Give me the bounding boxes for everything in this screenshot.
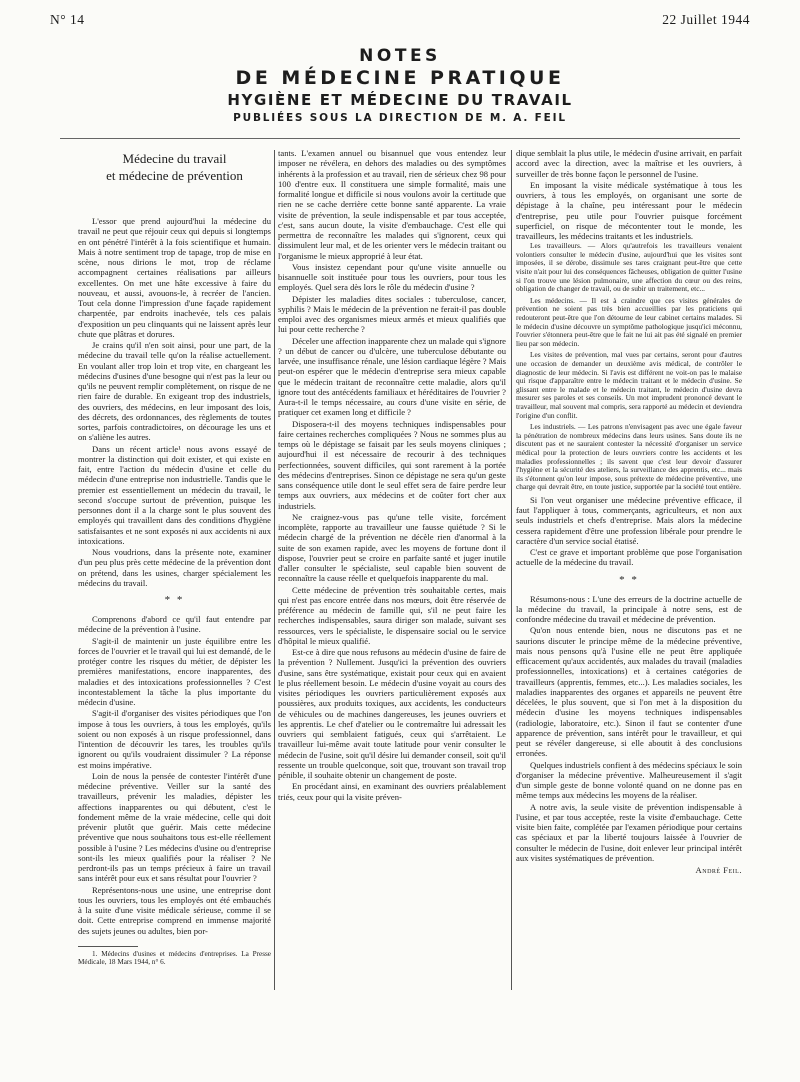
paragraph: Comprenons d'abord ce qu'il faut entendre par médecine de la prévention à l'usine. <box>78 614 271 635</box>
masthead-line-3: HYGIÈNE ET MÉDECINE DU TRAVAIL <box>227 91 573 109</box>
paragraph: Quelques industriels confient à des médecins spéciaux le soin d'organiser la médecine préventive. Malheureusement il s'agit d'un simple geste de bonne volonté quand on ne donne pas en même temps aux médecins les moyens de la réaliser. <box>516 759 742 801</box>
column-2 <box>278 148 506 1038</box>
paragraph: En procédant ainsi, en examinant des ouvriers préalablement triés, ceux pour qui la visite préven- <box>278 781 506 802</box>
paragraph: Disposera-t-il des moyens techniques indispensables pour faire certaines recherches compliquées ? Nous ne sommes plus au temps où le dépistage se faisait par les seuls moyens cliniques ; aujourd'hui il est nécessaire de recourir à des techniques perfectionnées, souvent difficiles, qui sont rarement à la portée des médecins d'entreprises. Sinon ce dépistage ne sera qu'un geste sans conséquence utile dont le seul effet sera de faire perdre leur temps aux ouvriers, aux médecins et de coûter fort cher aux industriels. <box>278 418 506 511</box>
article-title <box>78 150 271 184</box>
paragraph: L'essor que prend aujourd'hui la médecine du travail ne peut que réjouir ceux qui depuis si longtemps en ont pénétré l'intérêt à la fois scientifique et humain. Mais à notre sentiment trop de tapage, trop de mise en scène, nous dirions le mot, trop de réclame accompagnent certaines réalisations par ailleurs excellentes. On met une hâte excessive à faire du nouveau, et aussi, avouons-le, à recréer de l'ancien. Tout cela donne l'impression d'une façade rapidement charpentée, par endroits inachevée, tels ces palais d'exposition un peu clinquants qui ne laissent après leur chute que plâtras et dorures. <box>78 216 271 339</box>
small-paragraph: Les médecins. — Il est à craindre que ces visites générales de prévention ne soient pas très bien accueillies par les praticiens qui redouteront peut-être que l'on détourne de leur cabinet certains malades. Si le médecin d'usine découvre un symptôme pathologique jusqu'ici méconnu, l'ouvrier s'étonnera peut-être que le fait ne lui ait pas été signalé en premier lieu par son médecin. <box>516 295 742 348</box>
paragraph: tants. L'examen annuel ou bisannuel que vous entendez leur imposer ne révélera, en dehors des maladies ou des symptômes inhérents à la profession et au travail, rien de sérieux chez 98 pour 100 d'entre eux. Il constituera une simple formalité, mais une formalité longue et difficile si nous voulons avoir la certitude que rien ne se cache derrière cette bonne santé apparente. La vraie visite de prévention, la seule indispensable et par tous acceptée, c'est, sans aucun doute, la visite d'embauchage. C'est elle qui permettra de reconnaître les malades qui s'ignorent, ceux qui dissimulent leur mal, et de les orienter vers le médecin traitant ou l'organisme le mieux approprié à leur état. <box>278 148 506 261</box>
masthead-line-4: PUBLIÉES SOUS LA DIRECTION DE M. A. FEIL <box>233 112 567 124</box>
paragraph: En imposant la visite médicale systématique à tous les ouvriers, à tous les employés, on organisant une sorte de dépistage à la chaîne, peu intéressant pour le médecin d'entreprise, peu utile pour l'ouvrier puisque forcément superficiel, on risque de mécontenter tout le monde, les travailleurs, les médecins traitants et les industriels. <box>516 179 742 241</box>
paragraph: dique semblait la plus utile, le médecin d'usine arrivait, en parfait accord avec la direction, avec la maîtrise et les ouvriers, à surveiller de très bonne façon le personnel de l'usine. <box>516 148 742 179</box>
paragraph: Cette médecine de prévention très souhaitable certes, mais qui n'est pas encore entrée dans nos mœurs, doit être réservée de préférence au médecin de famille qui, s'il ne peut faire les recherches indispensables, saura diriger son malade, suivant ses ressources, vers le spécialiste, le dispensaire social ou le service d'hôpital le mieux qualifié. <box>278 584 506 646</box>
page-header <box>50 12 750 32</box>
paragraph: Représentons-nous une usine, une entreprise dont tous les ouvriers, tous les employés ont été embauchés à la suite d'une visite médicale sérieuse, comme il se doit. Cette entreprise comprend en immense majorité des sujets jeunes ou adultes, bien por- <box>78 884 271 936</box>
paragraph: Ne craignez-vous pas qu'une telle visite, forcément incomplète, rapporte au travailleur une fausse quiétude ? Si le médecin chargé de la prévention ne décèle rien d'anormal à la suite de son examen rapide, avec les moyens de fortune dont il dispose, l'ouvrier peut se croire en parfaite santé et juger inutile d'aller consulter le spécialiste, seul capable bien souvent de reconnaître la cause réelle et quelquefois inapparente du mal. <box>278 511 506 584</box>
column-divider <box>511 150 512 990</box>
article-title-line-2: et médecine de prévention <box>106 168 243 183</box>
paragraph: Résumons-nous : L'une des erreurs de la doctrine actuelle de la médecine du travail, la principale à notre sens, est de confondre médecine du travail et médecine de prévention. <box>516 593 742 625</box>
paragraph: Qu'on nous entende bien, nous ne discutons pas et ne saurions discuter le principe même de la médecine préventive, mais nous pensons qu'à l'usine elle ne peut être appliquée efficacement qu'aux accidentés, aux malades du travail (maladies professionnelles, intoxications) et à certaines catégories de travailleurs (apprentis, femmes, etc...). Les maladies sociales, les maladies inapparentes des organes et appareils ne peuvent être décelées, le plus souvent, que si l'on met à la disposition du médecin d'usine les moyens techniques indispensables (radiologie, laboratoire, etc.). Sinon il faut se contenter d'une apparence de prévention, sans intérêt pour le travailleur, et qui peut se révéler dangereuse, si elle aboutit à des conclusions erronées. <box>516 625 742 759</box>
issue-number: N° 14 <box>50 12 85 27</box>
paragraph: Si l'on veut organiser une médecine préventive efficace, il faut l'appliquer à tous, commerçants, agriculteurs, et non aux seuls industriels et chefs d'entreprise. Mais alors la médecine cessera rapidement d'être une profession libérale pour prendre le caractère d'un service social étatisé. <box>516 494 742 546</box>
column-divider <box>274 150 275 990</box>
paragraph: Dépister les maladies dites sociales : tuberculose, cancer, syphilis ? Mais le médecin de la prévention ne ferait-il pas double emploi avec des organismes mieux armés et mieux qualifiés que lui pour cette recherche ? <box>278 293 506 335</box>
paragraph: Nous voudrions, dans la présente note, examiner d'un peu plus près cette médecine de la prévention dont on prétend, dans les usines, charger spécialement les médecins du travail. <box>78 547 271 588</box>
issue-date: 22 Juillet 1944 <box>662 12 750 27</box>
paragraph: Déceler une affection inapparente chez un malade qui s'ignore ? un début de cancer ou d'ulcère, une tuberculose débutante ou larvée, une insuffisance rénale, une lésion cardiaque légère ? Mais peut-on espérer que le médecin d'entreprise sera mieux capable que le médecin traitant de reconnaître cette maladie, alors qu'il ignore tout des antécédents familiaux et héréditaires de l'ouvrier ? Aura-t-il le temps nécessaire, au cours d'une visite en série, de pratiquer cet examen long et difficile ? <box>278 335 506 418</box>
paragraph: Dans un récent article¹ nous avons essayé de montrer la distinction qui doit exister, et qui existe en fait, entre l'action du médecin d'usine et celle du médecin d'une entreprise non industrielle. Tandis que le premier est essentiellement un médecin du travail, le second s'occupe surtout de prévention, puisque les personnes dont il a la charge sont le plus souvent des employés qui travaillent dans des conditions d'hygiène satisfaisantes et ne sont exposés ni aux accidents ni aux intoxications. <box>78 443 271 546</box>
masthead-line-1: NOTES <box>359 46 441 66</box>
column-1 <box>78 148 271 1028</box>
masthead-line-2: DE MÉDECINE PRATIQUE <box>235 67 565 89</box>
author-signature: André Feil. <box>695 865 742 876</box>
footnote: 1. Médecins d'usines et médecins d'entreprises. La Presse Médicale, 18 Mars 1944, n° 6. <box>78 949 271 967</box>
paragraph: Je crains qu'il n'en soit ainsi, pour une part, de la médecine du travail telle qu'on la réalise actuellement. En voulant aller trop loin et trop vite, en chargeant les médecins d'usines d'une besogne qui n'est pas la leur ou qu'ils ne peuvent remplir complètement, on risque de ne rien faire de durable. En exigeant trop des industriels, des ouvriers, des médecins, en leur imposant des lois, des décrets, des ordonnances, des règlements de toutes sortes, parfois contradictoires, on décourage les uns et on s'aliène les autres. <box>78 340 271 443</box>
article-title-line-1: Médecine du travail <box>122 151 227 166</box>
small-paragraph: Les industriels. — Les patrons n'envisagent pas avec une égale faveur la pénétration de nombreux médecins dans leurs usines. Sans doute ils ne discutent pas et ne sauraient contester la nécessité d'organiser un service médical pour la protection de leurs ouvriers contre les accidents et les maladies professionnelles ; ils savent que c'est leur devoir d'assurer l'hygiène et la sécurité des ateliers, la surveillance des apprentis, etc... mais ils s'étonnent qu'on leur impose, sous prétexte de médecine préventive, une charge qui devrait être, en toute justice, supportée par la société tout entière. <box>516 422 742 492</box>
section-separator: * * <box>164 594 185 606</box>
paragraph: Loin de nous la pensée de contester l'intérêt d'une médecine préventive. Veiller sur la santé des travailleurs, prévenir les maladies, dépister les affections inapparentes ou qui débutent, c'est le fondement même de la vraie médecine, celle qui doit prévenir plutôt que guérir. Mais cette médecine préventive que nous souhaitons tous est-elle réellement possible à l'usine ? Les médecins d'usine ou d'entreprise sont-ils les mieux qualifiés pour la réaliser ? Ne perdront-ils pas un temps précieux à faire un travail sans intérêt pour eux et sans résultat pour l'ouvrier ? <box>78 770 271 884</box>
paragraph: S'agit-il d'organiser des visites périodiques que l'on impose à tous les ouvriers, à tous les employés, qu'ils soient ou non exposés à un risque professionnel, dans l'intention de découvrir les tares, les troubles qu'ils ignorent ou qu'ils voudraient dissimuler ? La réponse est moins impérative. <box>78 708 271 770</box>
small-paragraph: Les visites de prévention, mal vues par certains, seront pour d'autres une occasion de demander un deuxième avis médical, de contrôler le diagnostic de leur médecin. Si l'avis est différent ne voit-on pas le malaise qui risque d'apparaître entre le médecin traitant et le médecin d'usine. Se glissant entre le malade et le médecin traitant, le médecin d'usine devra mesurer ses paroles et ses conseils. Un mot imprudent prononcé devant le travailleur, mal souvent mal compris, sera rapporté au médecin et deviendra l'origine d'un conflit. <box>516 350 742 420</box>
footnote-rule <box>78 946 138 947</box>
header-rule <box>60 138 740 139</box>
paragraph: C'est ce grave et important problème que pose l'organisation actuelle de la médecine du travail. <box>516 547 742 568</box>
paragraph: S'agit-il de maintenir un juste équilibre entre les forces de l'ouvrier et le travail qui lui est demandé, de le protéger contre les risques du métier, de dépister les premières manifestations, encore inapparentes, des maladies et des intoxications professionnelles ? C'est incontestablement la tâche la plus importante du médecin d'usine. <box>78 635 271 707</box>
paragraph: Est-ce à dire que nous refusons au médecin d'usine de faire de la prévention ? Nullement. Jusqu'ici la prévention des ouvriers d'usine, sans être systématique, existait pour ceux qui en avaient le plus réellement besoin. Le médecin d'usine voyait au cours des visites périodiques les ouvriers particulièrement exposés aux poussières, aux produits toxiques, aux accidents, les conducteurs de véhicules ou de machines dangereuses, les jeunes ouvriers et les apprentis. Le chef d'atelier ou le contremaître lui adressait les ouvriers qui semblaient fatigués, ceux qui s'arrêtaient. Le travailleur lui-même avait toute latitude pour venir consulter le médecin de l'usine, soit qu'il désire lui demander conseil, soit qu'il ressente un trouble quelconque, soit que, trouvant son travail trop pénible, il souhaite obtenir un changement de poste. <box>278 647 506 780</box>
section-separator: * * <box>619 573 639 586</box>
column-3 <box>516 148 742 1038</box>
paragraph: Vous insistez cependant pour qu'une visite annuelle ou bisannuelle soit instituée pour tous les ouvriers, pour tous les employés. Quel sera dès lors le rôle du médecin d'usine ? <box>278 261 506 293</box>
small-paragraph: Les travailleurs. — Alors qu'autrefois les travailleurs venaient volontiers consulter le médecin d'usine, aujourd'hui que les visites sont imposées, il se dérobe, dissimule ses tares craignant peut-être que cette visite n'ait pour lui des conséquences fâcheuses, obligation de quitter l'usine si l'on trouve une lésion pulmonaire, une affection du cœur ou des reins, obligation de changer de travail, ou de subir un traitement, etc... <box>516 241 742 294</box>
masthead <box>0 46 800 126</box>
paragraph: A notre avis, la seule visite de prévention indispensable à l'usine, et par tous acceptée, reste la visite d'embauchage. Cette visite bien faite, complétée par l'examen périodique pour certains cas spéciaux et par la liberté toujours laissée à l'ouvrier de consulter le médecin de l'usine, doit enlever leur principal intérêt aux visites systématiques de prévention. <box>516 801 742 863</box>
